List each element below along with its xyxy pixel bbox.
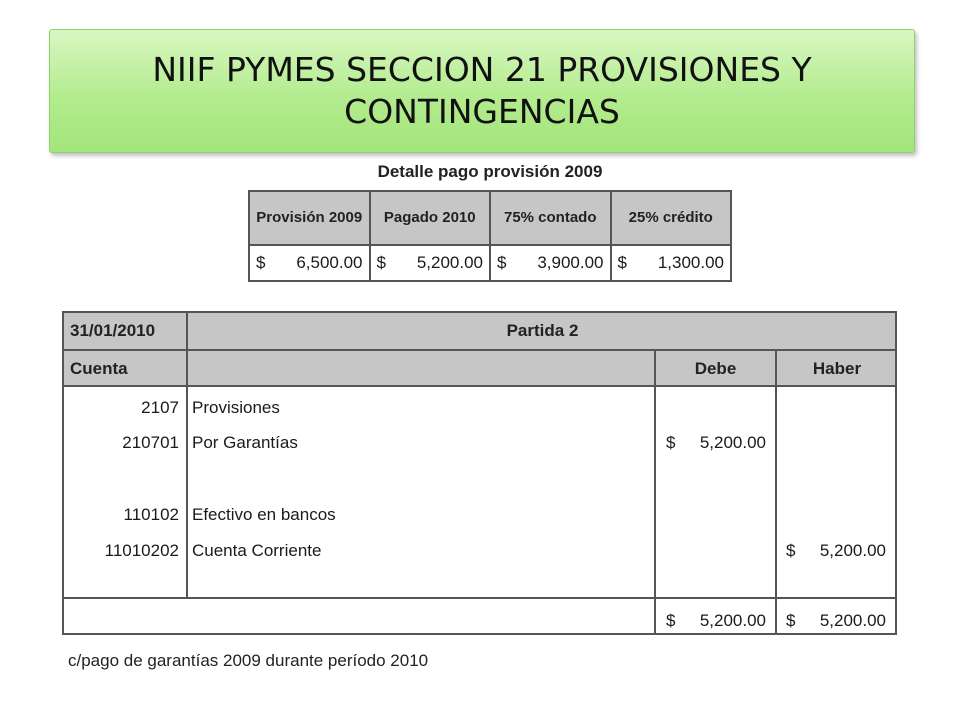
summary-header-paid: Pagado 2010 [370,191,491,245]
amount: 5,200.00 [819,541,886,560]
total-debit [666,611,766,631]
amount: 6,500.00 [296,253,363,272]
slide-title-banner [49,29,915,153]
currency-sign: $ [786,541,796,560]
journal-date: 31/01/2010 [70,321,156,340]
journal-entry-table [62,311,897,635]
amount: 3,900.00 [537,253,604,272]
column-debit: Debe [694,359,737,378]
summary-header-credit: 25% crédito [611,191,732,245]
line-debit-amount [666,433,766,453]
summary-value-credit [611,245,732,281]
total-credit [786,611,886,631]
summary-value-provision [249,245,370,281]
amount: 1,300.00 [657,253,724,272]
line-account: 11010202 [104,541,179,560]
summary-table [248,190,732,282]
stray-dot: . [410,626,413,637]
line-description: Provisiones [192,398,280,417]
line-account: 2107 [141,398,179,417]
summary-header-row [249,191,731,245]
journal-entry-title: Partida 2 [506,321,579,340]
summary-header-cash: 75% contado [490,191,611,245]
summary-value-cash [490,245,611,281]
currency-sign: $ [617,253,627,272]
slide-title: NIIF PYMES SECCION 21 PROVISIONES Y CONTINGENCIAS [152,50,812,131]
line-credit-amount [786,541,886,561]
summary-value-paid [370,245,491,281]
line-description: Cuenta Corriente [192,541,322,560]
column-credit: Haber [812,359,862,378]
line-description: Por Garantías [192,433,298,452]
currency-sign: $ [497,253,507,272]
amount: 5,200.00 [699,611,766,630]
line-account: 210701 [122,433,179,452]
currency-sign: $ [786,611,796,630]
amount: 5,200.00 [819,611,886,630]
summary-caption: Detalle pago provisión 2009 [377,162,603,181]
currency-sign: $ [256,253,266,272]
column-account: Cuenta [70,359,128,378]
currency-sign: $ [666,433,676,452]
amount: 5,200.00 [416,253,483,272]
amount: 5,200.00 [699,433,766,452]
line-account: 110102 [123,505,179,524]
summary-header-provision: Provisión 2009 [249,191,370,245]
currency-sign: $ [666,611,676,630]
summary-value-row [249,245,731,281]
line-description: Efectivo en bancos [192,505,336,524]
journal-note: c/pago de garantías 2009 durante período 2010 [68,651,429,670]
currency-sign: $ [376,253,386,272]
